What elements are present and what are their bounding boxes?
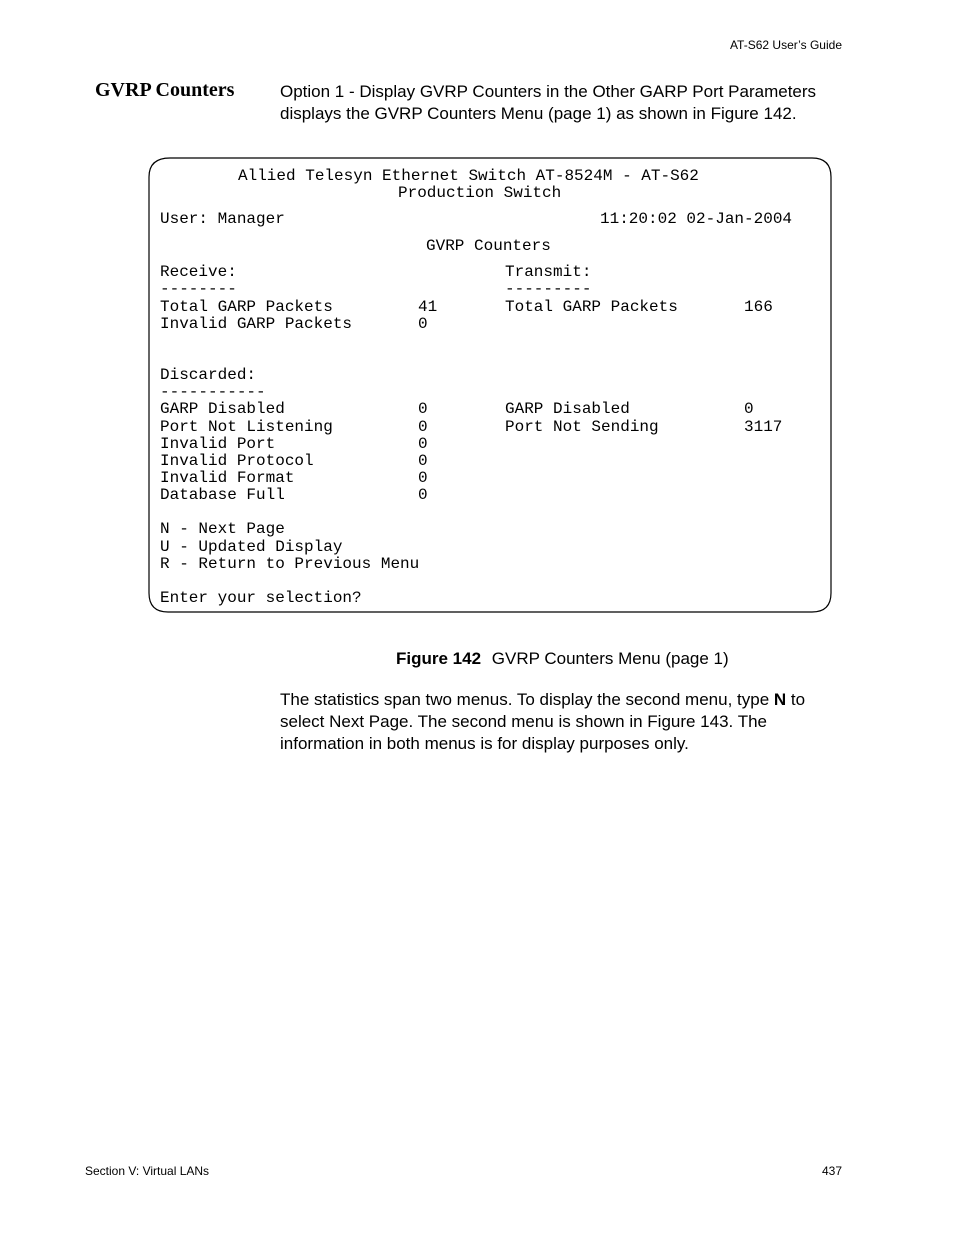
screen-title-line1: Allied Telesyn Ethernet Switch AT-8524M - AT-S62	[238, 167, 699, 185]
running-header: AT-S62 User’s Guide	[729, 38, 842, 52]
discard-row-label: Invalid Format	[160, 469, 295, 487]
discard-row-value: 0	[418, 400, 428, 418]
receive-row-label: Invalid GARP Packets	[160, 315, 353, 333]
transmit-discard-row-value: 0	[744, 400, 754, 418]
screen-title-line2: Production Switch	[398, 184, 562, 202]
receive-row-value: 41	[418, 298, 438, 316]
discard-row-value: 0	[418, 418, 428, 436]
menu-option: U - Updated Display	[160, 538, 343, 556]
transmit-rule: ---------	[505, 280, 592, 298]
discarded-label: Discarded:	[160, 366, 257, 384]
discard-row-label: Invalid Protocol	[160, 452, 314, 470]
menu-option: R - Return to Previous Menu	[160, 555, 420, 573]
discard-row-value: 0	[418, 435, 428, 453]
intro-paragraph: Option 1 - Display GVRP Counters in the Other GARP Port Parameters displays the GVRP Counters Menu (page 1) as shown in Figure 142.	[280, 82, 817, 123]
body-paragraph	[280, 689, 840, 755]
menu-option: N - Next Page	[160, 520, 285, 538]
figure-caption-text: GVRP Counters Menu (page 1)	[491, 649, 729, 668]
discard-row-value: 0	[418, 486, 428, 504]
terminal-screen-figure	[148, 157, 832, 613]
receive-label: Receive:	[160, 263, 237, 281]
screen-menu-title: GVRP Counters	[426, 237, 551, 255]
selection-prompt: Enter your selection?	[160, 589, 362, 607]
discard-row-label: Port Not Listening	[160, 418, 333, 436]
receive-row-value: 0	[418, 315, 428, 333]
discard-row-label: GARP Disabled	[160, 400, 285, 418]
transmit-discard-row-label: GARP Disabled	[505, 400, 630, 418]
section-heading: GVRP Counters	[95, 79, 235, 101]
discard-row-label: Database Full	[160, 486, 285, 504]
page-number: 437	[821, 1164, 842, 1178]
figure-number: Figure 142	[396, 649, 482, 668]
body-key: N	[773, 690, 787, 709]
screen-datetime: 11:20:02 02-Jan-2004	[600, 210, 793, 228]
discard-row-value: 0	[418, 452, 428, 470]
body-text-after: to select Next Page. The second menu is shown in Figure 143. The information in both menus is for display purposes only.	[280, 690, 806, 753]
footer-section: Section V: Virtual LANs	[85, 1164, 210, 1178]
discard-row-value: 0	[418, 469, 428, 487]
figure-caption	[396, 649, 729, 669]
discarded-rule: -----------	[160, 383, 266, 401]
body-text-before: The statistics span two menus. To display the second menu, type	[280, 690, 774, 709]
transmit-label: Transmit:	[505, 263, 592, 281]
screen-user: User: Manager	[160, 210, 285, 228]
transmit-row-value: 166	[744, 298, 773, 316]
transmit-discard-row-value: 3117	[744, 418, 783, 436]
transmit-row-label: Total GARP Packets	[505, 298, 678, 316]
transmit-discard-row-label: Port Not Sending	[505, 418, 659, 436]
receive-rule: --------	[160, 280, 237, 298]
receive-row-label: Total GARP Packets	[160, 298, 333, 316]
discard-row-label: Invalid Port	[160, 435, 276, 453]
